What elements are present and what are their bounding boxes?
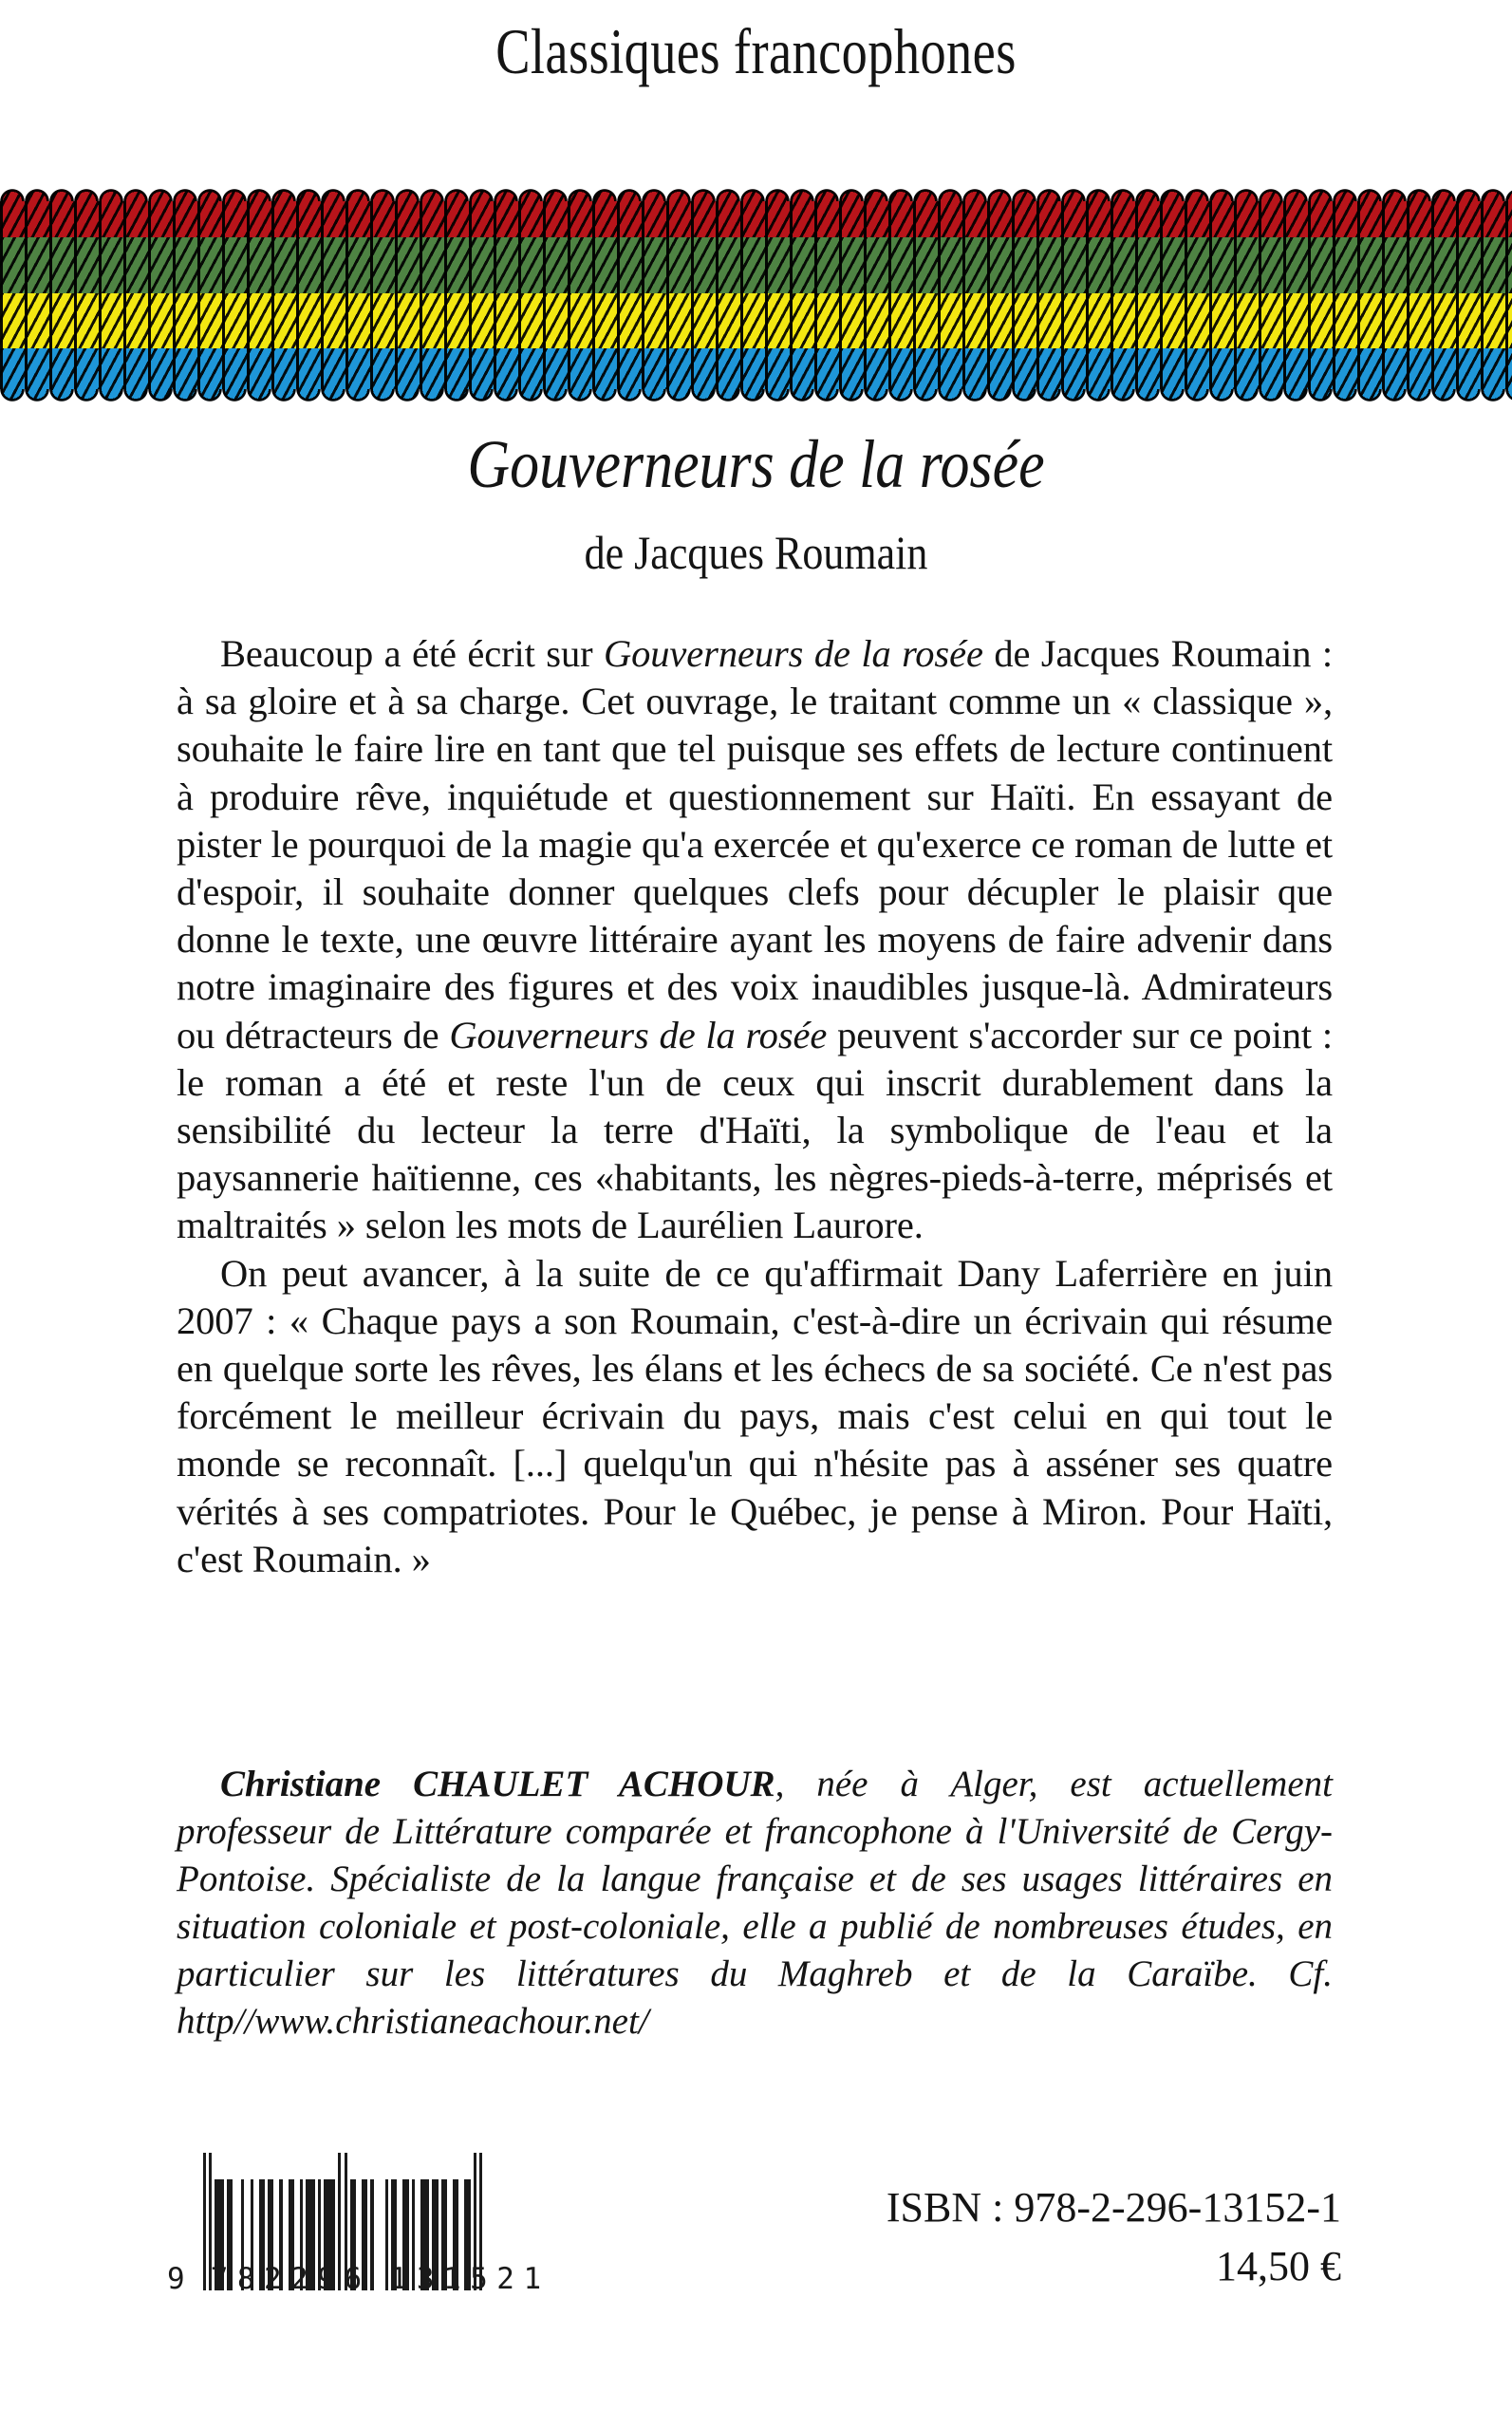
isbn-value: ISBN : 978-2-296-13152-1 — [886, 2184, 1341, 2231]
barcode-group-left: 782296 — [210, 2262, 371, 2296]
band-column-lines-icon — [0, 293, 1512, 348]
price-value: 14,50 € — [1216, 2243, 1341, 2289]
blurb-paragraph-1: Beaucoup a été écrit sur Gouverneurs de la rosée de Jacques Roumain : à sa gloire et à sa charge. Cet ouvrage, le traitant comme un « classique », souhaite le faire lire en tant que tel puisque ses effets de lecture continuent à produire rêve, inquiétude et questionnement sur Haïti. En essayant de pister le pourquoi de la magie qu'a exercée et qu'exerce ce roman de lutte et d'espoir, il souhaite donner quelques clefs pour décupler le plaisir que donne le texte, une œuvre littéraire ayant les moyens de faire advenir dans notre imaginaire des figures et des voix inaudibles jusque-là. Admirateurs ou détracteurs de Gouverneurs de la rosée peuvent s'accorder sur ce point : le roman a été et reste l'un de ceux qui inscrit durablement dans la sensibilité du lecteur la terre d'Haïti, la symbolique de l'eau et la paysannerie haïtienne, ces «habitants, les nègres-pieds-à-terre, méprisés et maltraités » selon les mots de Laurélien Laurore. — [177, 632, 1333, 1247]
author-biography — [177, 1761, 1333, 2046]
band-column-lines-icon — [0, 237, 1512, 292]
publication-info — [887, 2178, 1341, 2296]
band-stripe-yellow — [0, 293, 1512, 348]
band-stripe-blue — [0, 348, 1512, 403]
blurb-text — [177, 630, 1333, 1583]
book-subject-author: de Jacques Roumain — [584, 526, 928, 579]
barcode-group-right: 131521 — [389, 2262, 551, 2296]
blurb-paragraph-2: On peut avancer, à la suite de ce qu'affirmait Dany Laferrière en juin 2007 : « Chaque pays a son Roumain, c'est-à-dire un écrivain qui résume en quelque sorte les rêves, les élans et les échecs de sa société. Ce n'est pas forcément le meilleur écrivain du pays, mais c'est celui en qui tout le monde se reconnaît. [...] quelqu'un qui n'hésite pas à asséner ses quatre vérités à ses compatriotes. Pour le Québec, je pense à Miron. Pour Haïti, c'est Roumain. » — [177, 1251, 1333, 1580]
book-title: Gouverneurs de la rosée — [467, 426, 1045, 502]
collection-title: Classiques francophones — [495, 15, 1017, 87]
barcode-lead-digit: 9 — [167, 2262, 186, 2296]
band-stripe-green — [0, 237, 1512, 292]
decorative-color-band — [0, 182, 1512, 403]
author-biography-paragraph: Christiane CHAULET ACHOUR, née à Alger, est actuellement professeur de Littérature comparée et francophone à l'Université de Cergy-Pontoise. Spécialiste de la langue française et de ses usages littéraires en situation coloniale et post-coloniale, elle a publié de nombreuses études, en particulier sur les littératures du Maghreb et de la Caraïbe. Cf. http//www.christianeachour.net/ — [177, 1764, 1333, 2042]
band-arch-tops-icon — [0, 182, 1512, 201]
band-arch-bottoms-icon — [0, 389, 1512, 403]
barcode — [167, 2153, 575, 2296]
band-stripe-red — [0, 182, 1512, 237]
